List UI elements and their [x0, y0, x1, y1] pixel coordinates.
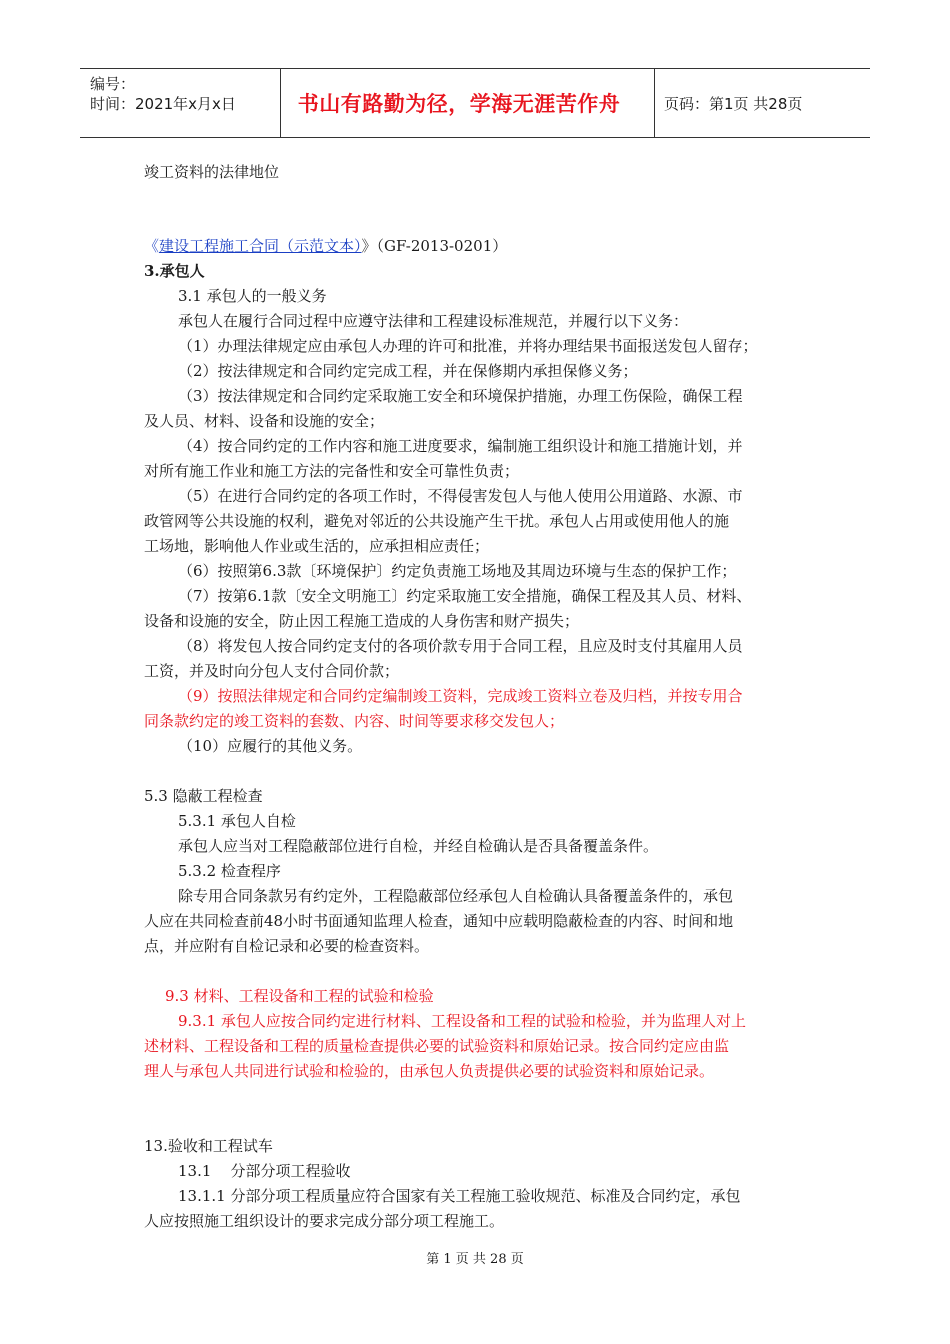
paragraph-line: 承包人应当对工程隐蔽部位进行自检，并经自检确认是否具备覆盖条件。: [178, 837, 659, 855]
highlighted-line: 述材料、工程设备和工程的质量检查提供必要的试验资料和原始记录。按合同约定应由监: [144, 1037, 730, 1055]
doc-number-label: 编号：: [90, 75, 136, 93]
section-heading: 13.验收和工程试车: [144, 1137, 273, 1155]
header-divider: [654, 69, 655, 137]
page-footer: 第 1 页 共 28 页: [426, 1252, 524, 1267]
header-meta: [80, 69, 280, 137]
paragraph-line: （8）将发包人按合同约定支付的各项价款专用于合同工程，且应及时支付其雇用人员: [178, 637, 743, 655]
paragraph-line: （5）在进行合同约定的各项工作时，不得侵害发包人与他人使用公用道路、水源、市: [178, 487, 743, 505]
paragraph-line: 对所有施工作业和施工方法的完备性和安全可靠性负责；: [144, 462, 520, 480]
subsection-heading: 13.1 分部分项工程验收: [178, 1162, 351, 1180]
paragraph-line: 人应在共同检查前48小时书面通知监理人检查，通知中应载明隐蔽检查的内容、时间和地: [144, 912, 734, 930]
paragraph-line: 人应按照施工组织设计的要求完成分部分项工程施工。: [144, 1212, 505, 1230]
paragraph-line: 工场地，影响他人作业或生活的，应承担相应责任；: [144, 537, 490, 555]
paragraph-line: 承包人在履行合同过程中应遵守法律和工程建设标准规范，并履行以下义务：: [178, 312, 689, 330]
paragraph-line: 及人员、材料、设备和设施的安全；: [144, 412, 385, 430]
header-motto: 书山有路勤为径，学海无涯苦作舟: [297, 92, 621, 116]
paragraph-line: 13.1.1 分部分项工程质量应符合国家有关工程施工验收规范、标准及合同约定，承包: [178, 1187, 741, 1205]
contract-reference: [144, 236, 507, 256]
paragraph-line: （10）应履行的其他义务。: [178, 737, 363, 755]
doc-title: 竣工资料的法律地位: [144, 163, 280, 181]
paragraph-line: （6）按照第6.3款〔环境保护〕约定负责施工场地及其周边环境与生态的保护工作；: [178, 562, 737, 580]
highlighted-line: 同条款约定的竣工资料的套数、内容、时间等要求移交发包人；: [144, 712, 565, 730]
doc-time-label: 时间：2021年x月x日: [90, 95, 236, 113]
paragraph-line: 政管网等公共设施的权利，避免对邻近的公共设施产生干扰。承包人占用或使用他人的施: [144, 512, 730, 530]
contract-link[interactable]: 建设工程施工合同（示范文本）: [159, 237, 362, 255]
paragraph-line: （4）按合同约定的工作内容和施工进度要求，编制施工组织设计和施工措施计划，并: [178, 437, 743, 455]
ref-open-bracket: 《: [144, 237, 160, 255]
paragraph-line: 点，并应附有自检记录和必要的检查资料。: [144, 937, 430, 955]
paragraph-line: 设备和设施的安全，防止因工程施工造成的人身伤害和财产损失；: [144, 612, 580, 630]
paragraph-line: （7）按第6.1款〔安全文明施工〕约定采取施工安全措施，确保工程及其人员、材料、: [178, 587, 752, 605]
paragraph-line: （1）办理法律规定应由承包人办理的许可和批准，并将办理结果书面报送发包人留存；: [178, 337, 758, 355]
ref-close: 》（GF-2013-0201）: [361, 237, 508, 255]
section-heading: 3.承包人: [144, 262, 205, 280]
subsection-heading: 5.3.2 检查程序: [178, 862, 281, 880]
paragraph-line: （2）按法律规定和合同约定完成工程，并在保修期内承担保修义务；: [178, 362, 638, 380]
paragraph-line: 工资，并及时向分包人支付合同价款；: [144, 662, 400, 680]
highlighted-heading: 9.3 材料、工程设备和工程的试验和检验: [165, 987, 434, 1005]
highlighted-line: （9）按照法律规定和合同约定编制竣工资料，完成竣工资料立卷及归档，并按专用合: [178, 687, 743, 705]
section-heading: 5.3 隐蔽工程检查: [144, 787, 263, 805]
paragraph-line: 除专用合同条款另有约定外，工程隐蔽部位经承包人自检确认具备覆盖条件的，承包: [178, 887, 734, 905]
subsection-heading: 3.1 承包人的一般义务: [178, 287, 327, 305]
header-page-info: 页码：第1页 共28页: [664, 95, 803, 113]
page-header: [80, 68, 870, 138]
paragraph-line: （3）按法律规定和合同约定采取施工安全和环境保护措施，办理工伤保险，确保工程: [178, 387, 743, 405]
highlighted-line: 理人与承包人共同进行试验和检验的，由承包人负责提供必要的试验资料和原始记录。: [144, 1062, 715, 1080]
highlighted-line: 9.3.1 承包人应按合同约定进行材料、工程设备和工程的试验和检验，并为监理人对上: [178, 1012, 746, 1030]
subsection-heading: 5.3.1 承包人自检: [178, 812, 296, 830]
